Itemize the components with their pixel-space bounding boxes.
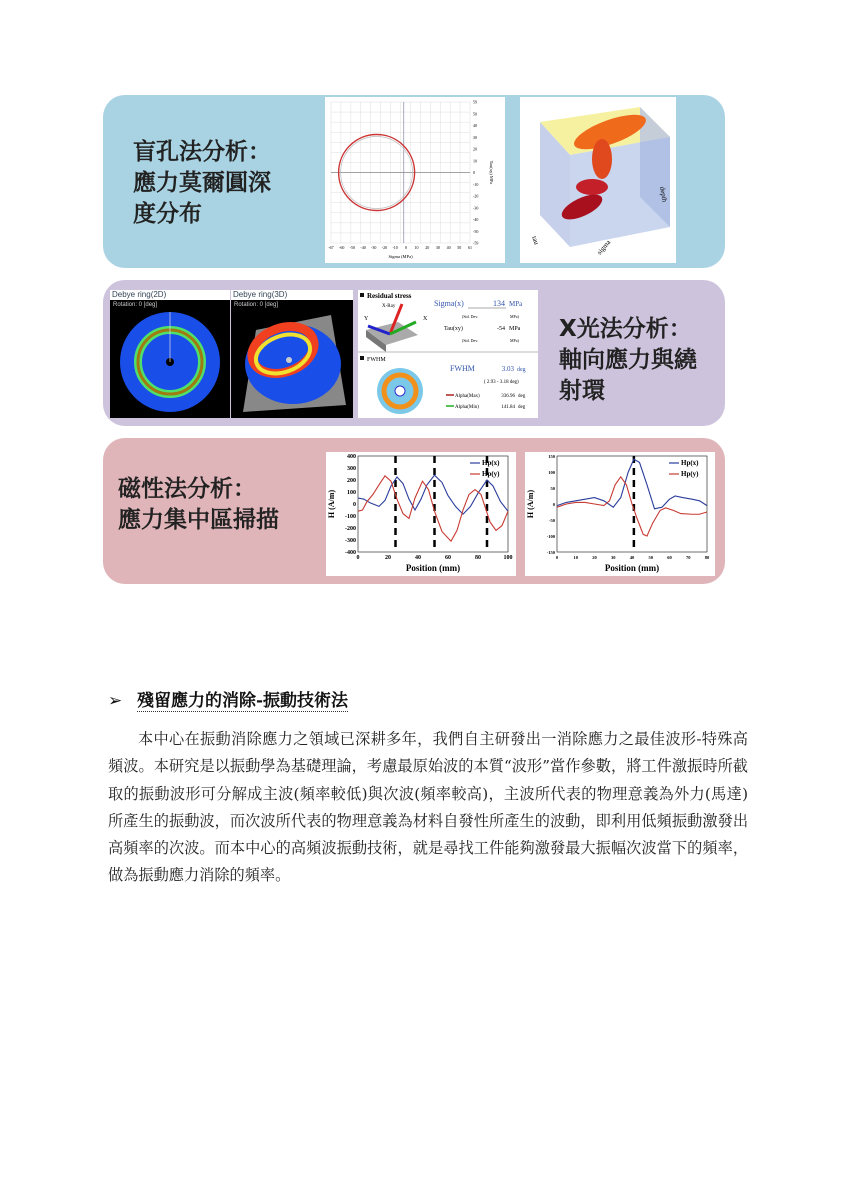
y-tick-label: 30 [473,134,477,140]
ring-3d-rotation: Rotation: 0 [deg] [234,302,279,308]
fwhm-range: ( 2.93 - 3.18 deg) [484,380,519,385]
y-tick-label: -50 [549,518,555,523]
mohr-circle-chart [325,97,505,263]
y-tick-label: -50 [473,228,479,234]
y-tick-label: -200 [345,526,356,532]
debye-ring-2d [110,290,230,418]
y-tick-label: -100 [345,514,356,520]
alpha-min-unit: deg [518,405,526,410]
xray-title: X光法分析： 軸向應力與繞 射環 [559,316,697,404]
y-tick-label: 59 [473,99,477,105]
tau-label: Tau(xy) [444,326,463,332]
x-tick-label: 20 [592,555,597,560]
debye-ring-3d [231,290,353,418]
ring-2d-rotation: Rotation: 0 [deg] [113,302,158,308]
y-tick-label: -59 [473,240,479,246]
sigma-axis-label: sigma [595,238,613,257]
tau-unit: MPa [509,326,521,332]
y-tick-label: 40 [473,123,477,128]
tau-value: -54 [497,326,505,332]
magnetic-title: 磁性法分析： 應力集中區掃描 [118,476,279,533]
x-tick-label: 0 [404,245,407,250]
bullet-arrow-icon: ➢ [108,691,123,711]
alpha-min-label: Alpha(Min) [455,405,479,410]
fwhm-unit: deg [517,367,526,373]
x-tick-label: -40 [360,245,366,250]
xray-panel [103,280,725,426]
y-axis-label: Tau(xy) MPa [489,160,494,185]
y-tick-label: -20 [473,193,479,199]
x-tick-label: 80 [475,555,481,561]
y-tick-label: 0 [473,170,475,175]
x-tick-label: 0 [555,555,559,560]
x-tick-label: 30 [435,245,440,250]
y-tick-label: -30 [473,205,479,211]
blind-hole-panel [103,95,725,268]
alpha-max-label: Alpha(Max) [455,394,480,399]
stress-depth-3d-plot [520,97,676,263]
sigma-stddev-label: (Std. Dev. [462,314,479,319]
alpha-min-value: 141.84 [501,405,515,410]
residual-stress-header: Residual stress [367,292,412,300]
ring-2d-label: Debye ring(2D) [110,290,230,300]
blind-hole-title: 盲孔法分析： 應力莫爾圓深 度分布 [133,139,271,227]
legend-label: Hp(y) [681,470,699,478]
legend-label: Hp(x) [681,459,699,467]
y-tick-label: -150 [546,550,555,555]
fwhm-label: FWHM [450,364,475,373]
y-tick-label: -40 [473,217,479,222]
alpha-max-unit: deg [518,394,526,399]
y-tick-label: -10 [473,181,479,187]
sigma-unit: MPa [509,300,523,308]
x-tick-label: 70 [686,555,691,560]
ring-3d-label: Debye ring(3D) [231,290,353,300]
y-tick-label: 0 [552,502,555,507]
x-tick-label: -50 [349,245,356,250]
tau-stddev-unit: MPa) [510,338,519,343]
x-tick-label: 20 [425,245,430,250]
xray-results-panel [358,290,538,418]
x-axis-label: Position (mm) [604,563,660,573]
x-tick-label: 40 [446,245,451,250]
magnetic-chart-1 [326,452,516,576]
fwhm-header: FWHM [367,357,386,363]
x-tick-label: 60 [445,555,451,561]
x-tick-label: 20 [385,555,391,561]
x-tick-label: 30 [611,555,616,560]
sigma-value: 134 [493,299,505,308]
y-tick-label: -300 [345,538,356,544]
y-tick-label: 20 [473,146,477,152]
legend-label: Hp(y) [482,470,500,478]
fwhm-value: 3.03 [501,365,514,373]
y-axis-label: H (A/m) [327,489,336,519]
section-title: 殘留應力的消除-振動技術法 [137,691,349,711]
x-tick-label: -60 [339,245,345,250]
y-tick-label: 100 [347,490,356,496]
x-axis-label: X [423,316,428,322]
y-tick-label: 200 [347,478,356,484]
body-paragraph: 本中心在振動消除應力之領域已深耕多年，我們自主研發出一消除應力之最佳波形-特殊高頻波。本研究是以振動學為基礎理論，考慮最原始波的本質“波形”當作參數，將工件激振時所截取的振動波形可分解成主波(頻率較低)與次波(頻率較高)，主波所代表的物理意義為外力(馬達)所產生的振動波，而次波所代表的物理意義為材料自發性所產生的波動，即利用低頻振動激發出高頻率的次波。而本中心的高頻波振動技術，就是尋找工件能夠激發最大振幅次波當下的頻率，做為振動應力消除的頻率。 [108,730,748,885]
x-axis-label: Sigma (MPa) [388,254,413,259]
x-tick-label: -30 [371,245,377,250]
x-tick-label: 60 [667,555,672,560]
y-tick-label: 0 [353,502,356,508]
y-axis-label: Y [364,316,369,322]
x-tick-label: 40 [629,555,635,560]
x-tick-label: 40 [415,555,421,561]
y-tick-label: 300 [347,466,356,472]
y-axis-label: H (A/m) [526,489,535,519]
x-tick-label: 50 [648,555,653,560]
xray-beam-label: X-Ray [382,304,396,309]
x-tick-label: 10 [573,555,578,560]
x-axis-label: Position (mm) [405,563,461,573]
y-tick-label: 150 [548,454,555,459]
legend-label: Hp(x) [482,459,500,467]
x-tick-label: -67 [328,245,334,250]
y-tick-label: -100 [546,534,555,539]
section-heading [108,686,348,711]
magnetic-chart-2 [525,452,715,576]
depth-axis-label: depth [658,185,669,203]
x-tick-label: 0 [356,555,360,561]
x-tick-label: 100 [503,555,513,561]
y-tick-label: 50 [550,486,555,491]
x-tick-label: 61 [468,245,472,250]
tau-axis-label: tau [530,234,541,246]
series-line [358,476,508,541]
y-tick-label: 400 [347,454,356,460]
tau-stddev-label: (Std. Dev. [462,338,479,343]
alpha-max-value: 336.96 [501,394,515,399]
magnetic-panel [103,438,725,584]
sigma-stddev-unit: MPa) [510,314,519,319]
sigma-label: Sigma(x) [434,299,464,308]
x-tick-label: -20 [381,245,388,250]
x-tick-label: 10 [414,245,419,250]
series-line [557,477,707,536]
y-tick-label: -400 [345,550,356,556]
x-tick-label: 80 [704,555,710,560]
x-tick-label: -10 [392,245,398,250]
y-tick-label: 10 [473,158,477,164]
y-tick-label: 50 [473,111,477,117]
x-tick-label: 50 [457,245,462,250]
y-tick-label: 100 [548,470,555,475]
